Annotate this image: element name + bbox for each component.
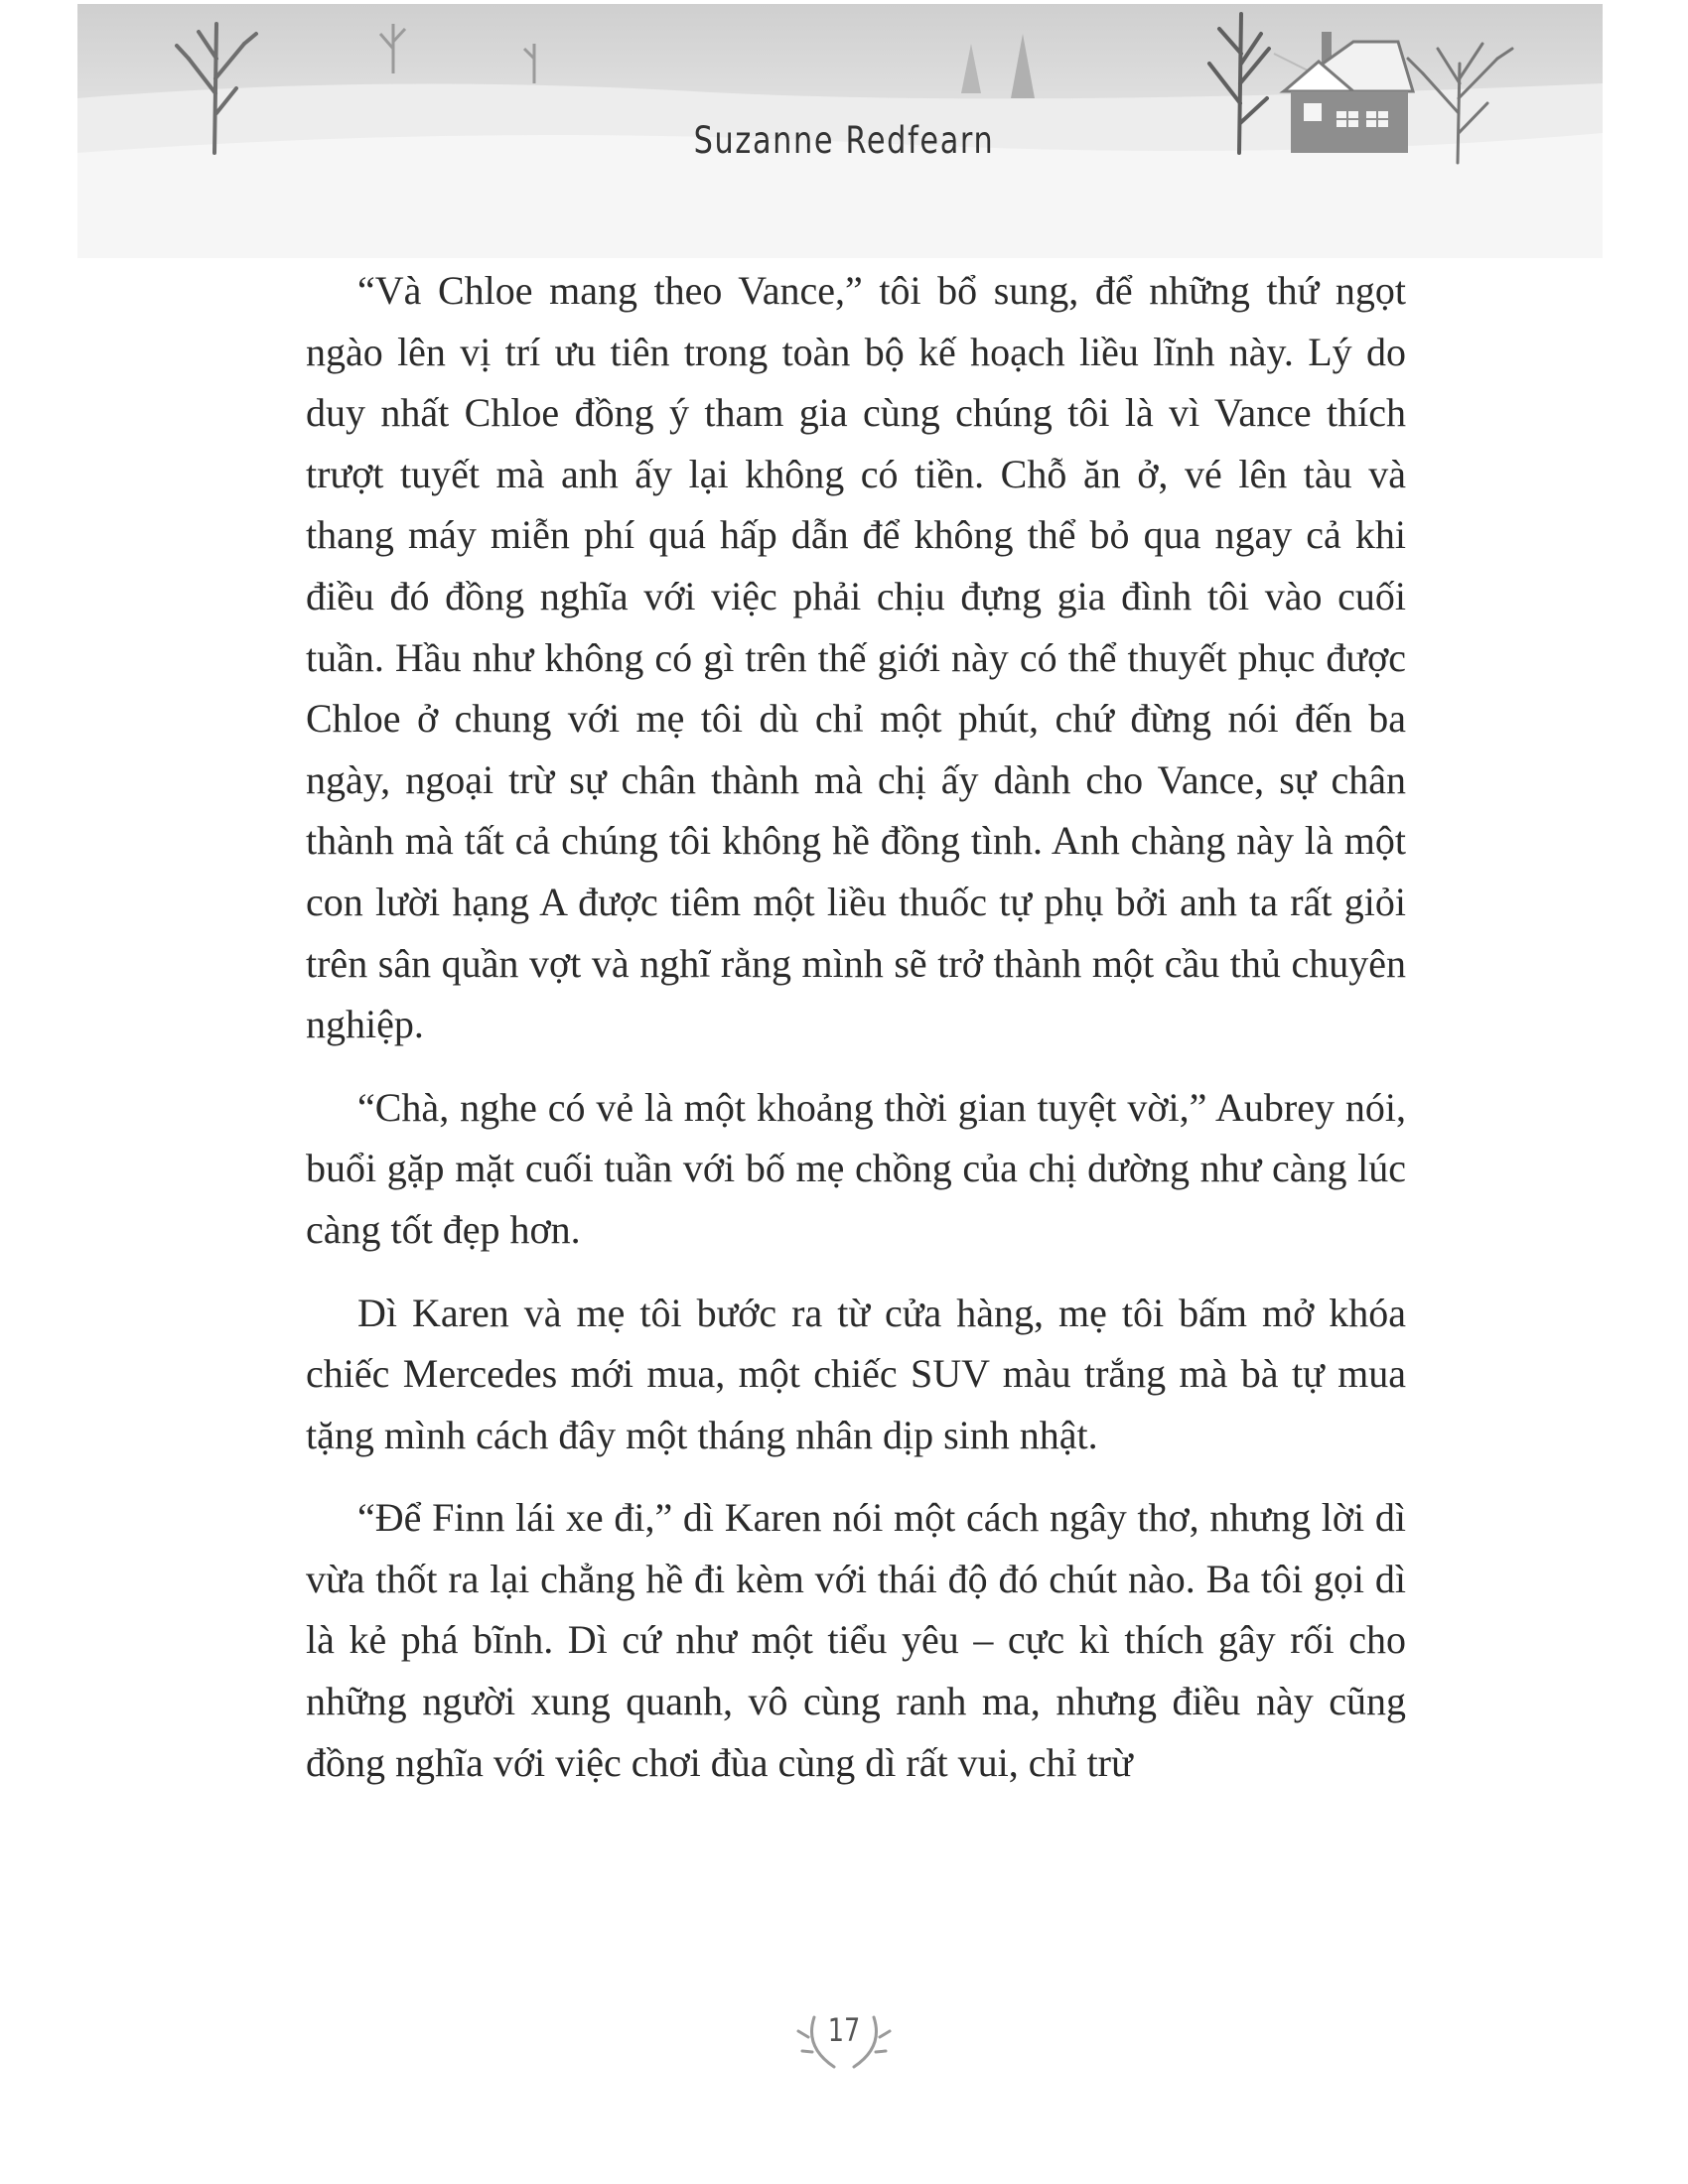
page-footer: [0, 1997, 1688, 2087]
paragraph: “Và Chloe mang theo Vance,” tôi bổ sung, để những thứ ngọt ngào lên vị trí ưu tiên trong toàn bộ kế hoạch liều lĩnh này. Lý do duy nhất Chloe đồng ý tham gia cùng chúng tôi là vì Vance thích trượt tuyết mà anh ấy lại không có tiền. Chỗ ăn ở, vé lên tàu và thang máy miễn phí quá hấp dẫn để không thể bỏ qua ngay cả khi điều đó đồng nghĩa với việc phải chịu đựng gia đình tôi vào cuối tuần. Hầu như không có gì trên thế giới này có thể thuyết phục được Chloe ở chung với mẹ tôi dù chỉ một phút, chứ đừng nói đến ba ngày, ngoại trừ sự chân thành mà chị ấy dành cho Vance, sự chân thành mà tất cả chúng tôi không hề đồng tình. Anh chàng này là một con lười hạng A được tiêm một liều thuốc tự phụ bởi anh ta rất giỏi trên sân quần vợt và nghĩ rằng mình sẽ trở thành một cầu thủ chuyên nghiệp.: [306, 268, 1406, 1047]
running-header-author: Suzanne Redfearn: [693, 119, 995, 162]
paragraph: “Để Finn lái xe đi,” dì Karen nói một cách ngây thơ, nhưng lời dì vừa thốt ra lại chẳng hề đi kèm với thái độ đó chút nào. Ba tôi gọi dì là kẻ phá bĩnh. Dì cứ như một tiểu yêu – cực kì thích gây rối cho những người xung quanh, vô cùng ranh ma, nhưng điều này cũng đồng nghĩa với việc chơi đùa cùng dì rất vui, chỉ trừ: [306, 1495, 1406, 1785]
page-body: [306, 260, 1406, 1815]
paragraph: “Chà, nghe có vẻ là một khoảng thời gian tuyệt vời,” Aubrey nói, buổi gặp mặt cuối tuần với bố mẹ chồng của chị dường như càng lúc càng tốt đẹp hơn.: [306, 1084, 1406, 1252]
page-number: 17: [827, 2011, 861, 2049]
paragraph: Dì Karen và mẹ tôi bước ra từ cửa hàng, mẹ tôi bấm mở khóa chiếc Mercedes mới mua, một chiếc SUV màu trắng mà bà tự mua tặng mình cách đây một tháng nhân dịp sinh nhật.: [306, 1290, 1406, 1457]
